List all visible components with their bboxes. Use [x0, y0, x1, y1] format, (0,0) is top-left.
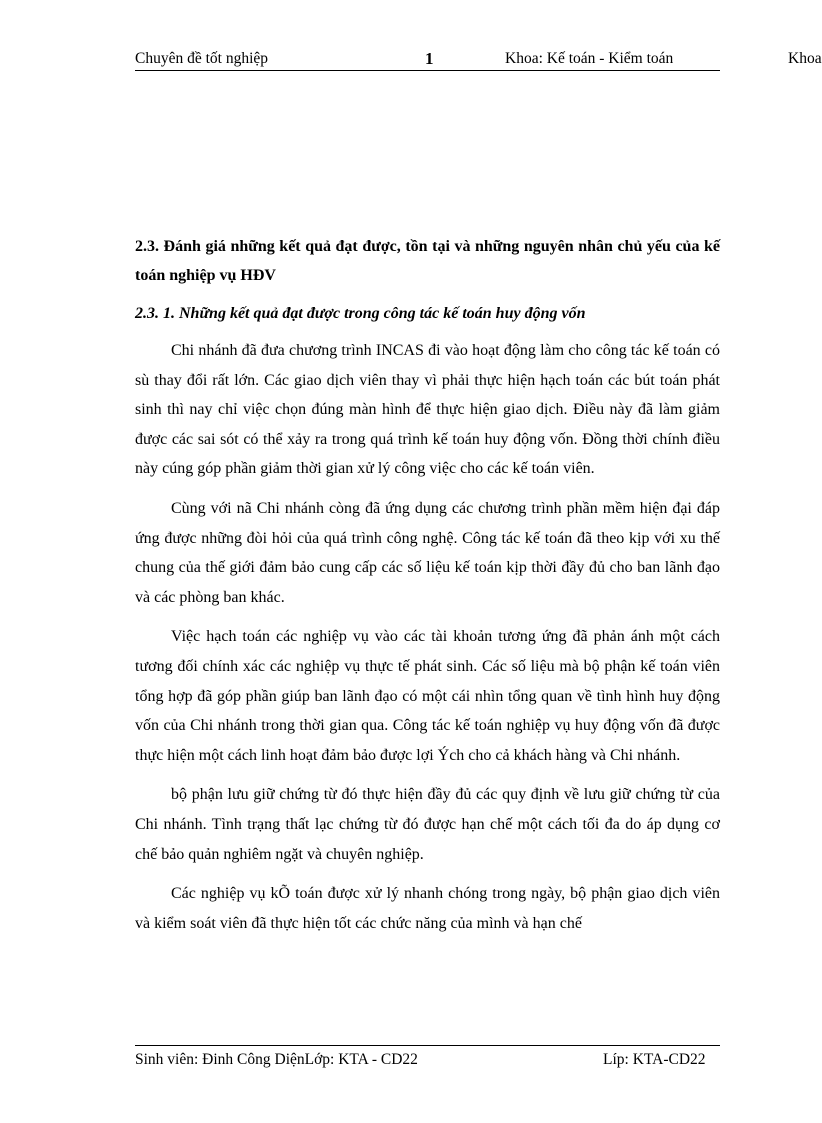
header-rule: [135, 70, 720, 71]
section-heading: 2.3. Đánh giá những kết quả đạt được, tồn tại và những nguyên nhân chủ yếu của kế toán nghiệp vụ HĐV: [135, 238, 720, 284]
paragraph-2: Cùng với nã Chi nhánh còng đã ứng dụng các chương trình phần mềm hiện đại đáp ứng được những đòi hỏi của quá trình công nghệ. Công tác kế toán đã theo kịp với xu thế chung của thế giới đảm bảo cung cấp các số liệu kế toán kịp thời đầy đủ cho ban lãnh đạo và các phòng ban khác.: [135, 499, 720, 606]
footer-class: Líp: KTA-CD22: [603, 1051, 706, 1068]
footer-rule: [135, 1045, 720, 1046]
page-number: 1: [425, 49, 434, 68]
footer-student: Sinh viên: Đinh Công DiệnLớp: KTA - CD22: [135, 1051, 418, 1068]
header-faculty: Khoa: Kế toán - Kiểm toán: [505, 50, 674, 67]
subsection-heading: 2.3. 1. Những kết quả đạt được trong công tác kế toán huy động vốn: [135, 305, 586, 322]
paragraph-4: bộ phận lưu giữ chứng từ đó thực hiện đầy đủ các quy định về lưu giữ chứng từ của Chi nhánh. Tình trạng thất lạc chứng từ đó được hạn chế một cách tối đa do áp dụng cơ chế bảo quản nghiêm ngặt và chuyên nghiệp.: [135, 786, 720, 863]
header-faculty-overflow: Khoa: [788, 50, 822, 67]
paragraph-1: Chi nhánh đã đưa chương trình INCAS đi vào hoạt động làm cho công tác kế toán có sù thay đổi rất lớn. Các giao dịch viên thay vì phải thực hiện hạch toán các bút toán phát sinh thì nay chỉ việc chọn đúng màn hình để thực hiện giao dịch. Điều này đã làm giảm được các sai sót có thể xảy ra trong quá trình kế toán huy động vốn. Đồng thời chính điều này cúng góp phần giảm thời gian xử lý công việc cho các kế toán viên.: [135, 342, 720, 478]
page-body: [135, 232, 720, 938]
paragraph-5: Các nghiệp vụ kÕ toán được xử lý nhanh chóng trong ngày, bộ phận giao dịch viên và kiểm soát viên đã thực hiện tốt các chức năng của mình và hạn chế: [135, 885, 720, 932]
paragraph-3: Việc hạch toán các nghiệp vụ vào các tài khoản tương ứng đã phản ánh một cách tương đối chính xác các nghiệp vụ thực tế phát sinh. Các số liệu mà bộ phận kế toán viên tổng hợp đã góp phần giúp ban lãnh đạo có một cái nhìn tổng quan về tình hình huy động vốn của Chi nhánh trong thời gian qua. Công tác kế toán nghiệp vụ huy động vốn đã được thực hiện một cách linh hoạt đảm bảo được lợi Ých cho cả khách hàng và Chi nhánh.: [135, 628, 720, 764]
header-thesis-title: Chuyên đề tốt nghiệp: [135, 50, 269, 67]
